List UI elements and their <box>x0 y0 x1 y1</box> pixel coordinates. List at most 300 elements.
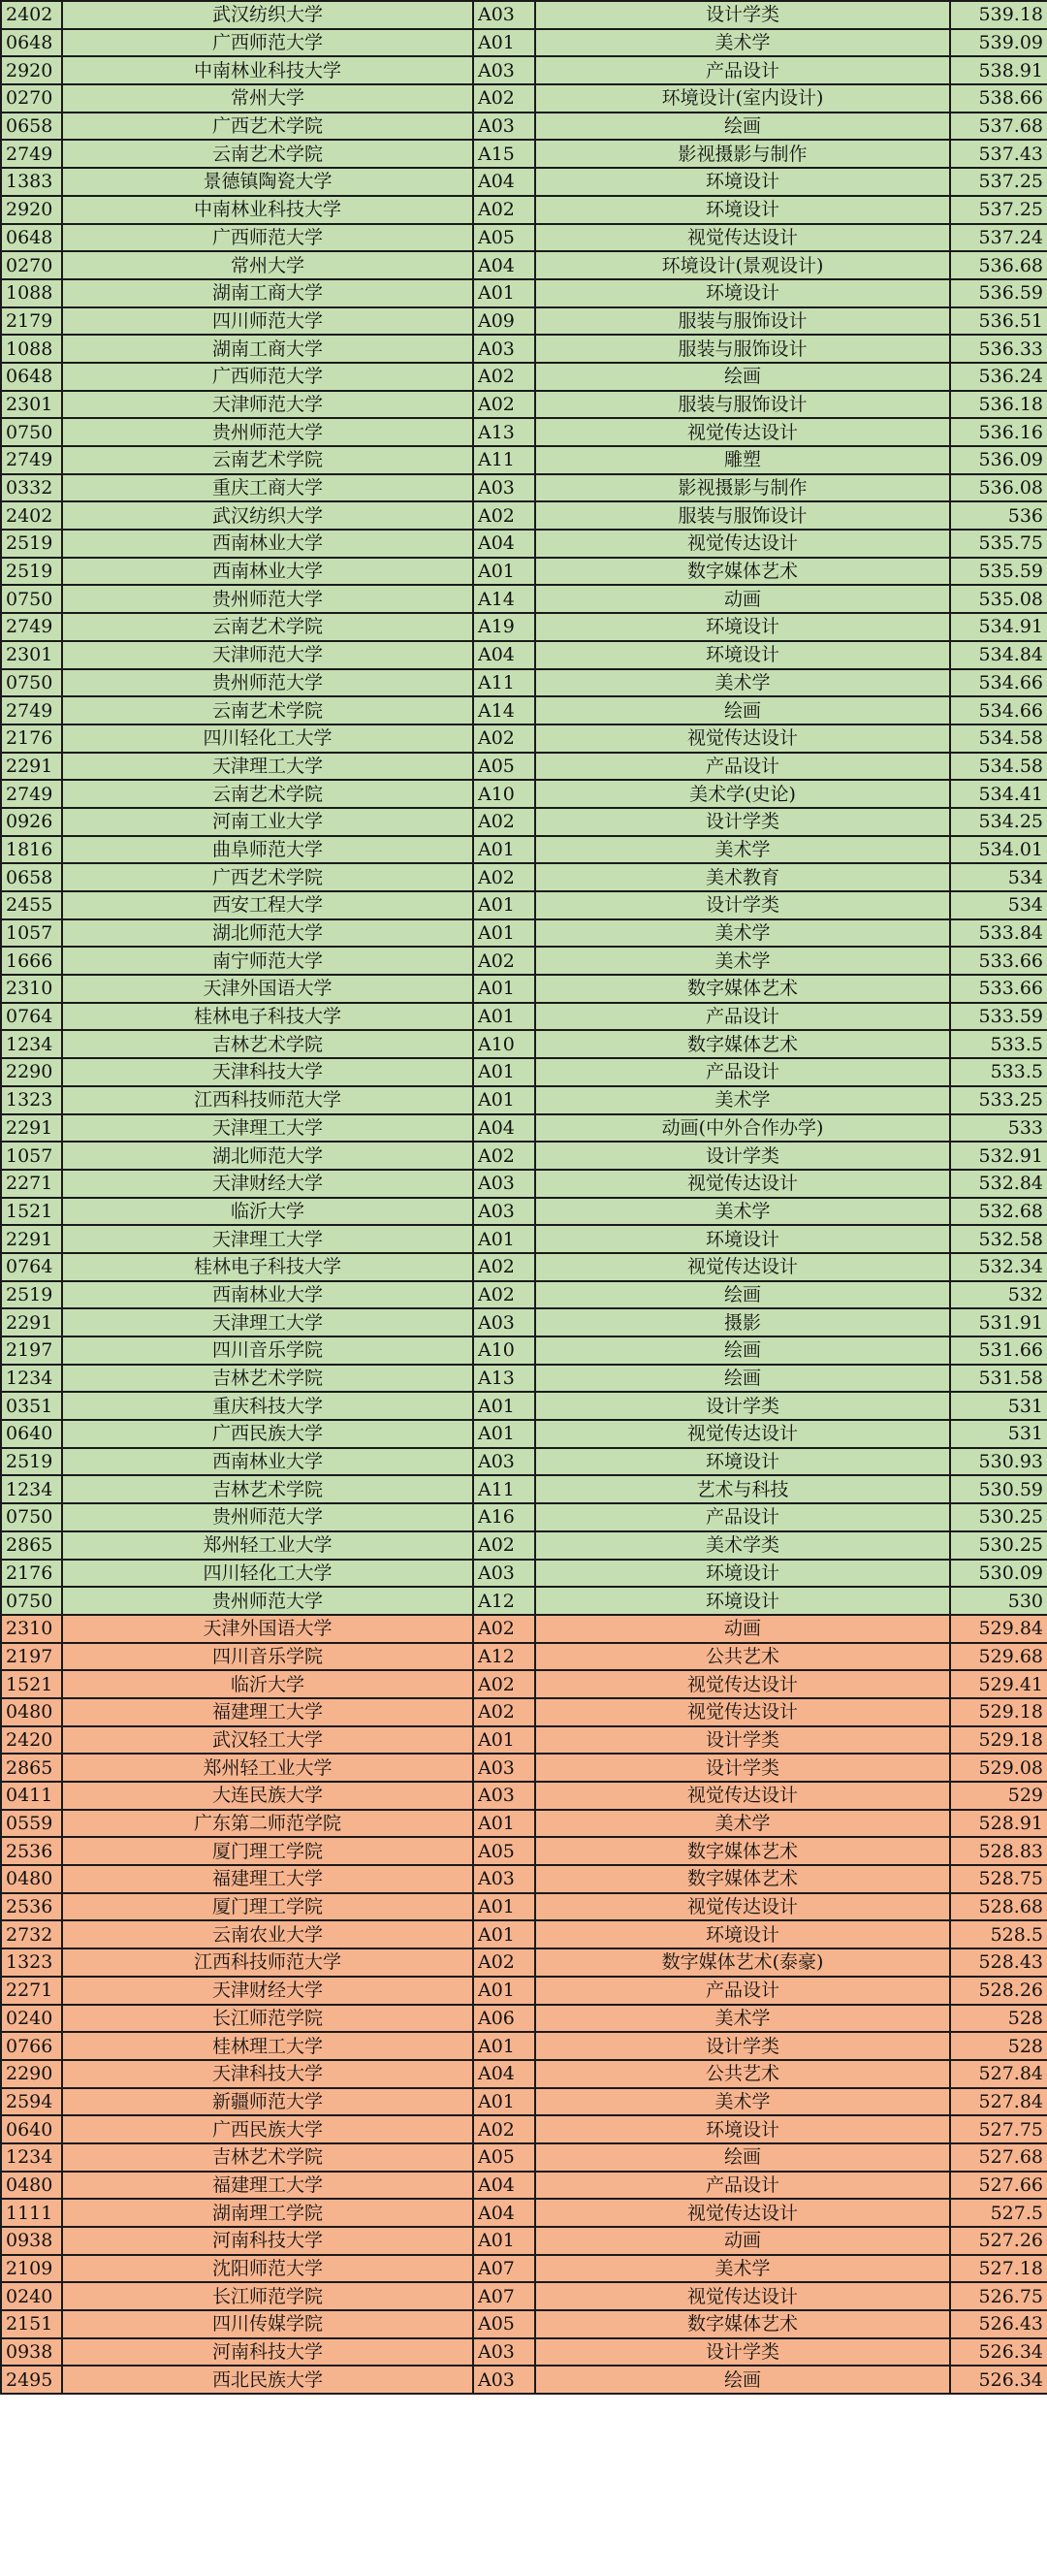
major-group-cell: A01 <box>473 1893 535 1921</box>
min-score-cell: 536.68 <box>950 251 1047 279</box>
school-code-cell: 2749 <box>1 613 62 641</box>
school-code-cell: 2176 <box>1 1560 62 1588</box>
major-name-cell: 视觉传达设计 <box>535 724 950 753</box>
school-name-cell: 西南林业大学 <box>62 558 473 586</box>
school-name-cell: 南宁师范大学 <box>62 947 473 975</box>
major-group-cell: A14 <box>473 585 535 613</box>
table-row <box>1 1198 1047 1226</box>
major-group-cell: A03 <box>473 1560 535 1588</box>
min-score-cell: 528.83 <box>950 1837 1047 1865</box>
table-row <box>1 1420 1047 1448</box>
table-row <box>1 1587 1047 1615</box>
min-score-cell: 529.68 <box>950 1643 1047 1671</box>
school-name-cell: 四川音乐学院 <box>62 1336 473 1365</box>
school-code-cell: 2290 <box>1 1058 62 1086</box>
min-score-cell: 533.84 <box>950 919 1047 948</box>
school-code-cell: 2519 <box>1 530 62 558</box>
school-name-cell: 河南科技大学 <box>62 2338 473 2367</box>
major-group-cell: A04 <box>473 251 535 279</box>
major-group-cell: A03 <box>473 1308 535 1336</box>
school-code-cell: 1521 <box>1 1198 62 1226</box>
school-name-cell: 河南工业大学 <box>62 808 473 836</box>
major-group-cell: A02 <box>473 391 535 419</box>
major-group-cell: A02 <box>473 84 535 113</box>
major-group-cell: A04 <box>473 168 535 196</box>
min-score-cell: 528.75 <box>950 1865 1047 1893</box>
school-code-cell: 1323 <box>1 1948 62 1977</box>
major-group-cell: A03 <box>473 1170 535 1198</box>
min-score-cell: 529.08 <box>950 1754 1047 1782</box>
school-name-cell: 桂林电子科技大学 <box>62 1003 473 1031</box>
major-name-cell: 绘画 <box>535 1336 950 1365</box>
school-code-cell: 2291 <box>1 1114 62 1143</box>
major-name-cell: 视觉传达设计 <box>535 530 950 558</box>
major-name-cell: 设计学类 <box>535 1392 950 1420</box>
school-name-cell: 湖南工商大学 <box>62 335 473 363</box>
min-score-cell: 528.5 <box>950 1920 1047 1948</box>
major-group-cell: A14 <box>473 696 535 724</box>
major-group-cell: A05 <box>473 1837 535 1865</box>
min-score-cell: 528.68 <box>950 1893 1047 1921</box>
table-row <box>1 474 1047 502</box>
school-name-cell: 临沂大学 <box>62 1198 473 1226</box>
min-score-cell: 530.09 <box>950 1560 1047 1588</box>
major-group-cell: A01 <box>473 29 535 57</box>
school-name-cell: 武汉纺织大学 <box>62 501 473 530</box>
school-code-cell: 1816 <box>1 836 62 864</box>
table-row <box>1 1030 1047 1058</box>
school-name-cell: 天津师范大学 <box>62 391 473 419</box>
min-score-cell: 536.18 <box>950 391 1047 419</box>
major-group-cell: A02 <box>473 724 535 753</box>
major-name-cell: 绘画 <box>535 113 950 141</box>
school-code-cell: 0648 <box>1 363 62 391</box>
major-group-cell: A02 <box>473 196 535 224</box>
school-name-cell: 天津外国语大学 <box>62 1615 473 1643</box>
table-row <box>1 1058 1047 1086</box>
min-score-cell: 526.43 <box>950 2310 1047 2338</box>
major-name-cell: 环境设计 <box>535 196 950 224</box>
min-score-cell: 527.66 <box>950 2172 1047 2200</box>
school-name-cell: 云南农业大学 <box>62 1920 473 1948</box>
table-row <box>1 1698 1047 1726</box>
major-group-cell: A04 <box>473 2060 535 2088</box>
school-code-cell: 2519 <box>1 558 62 586</box>
table-row <box>1 2338 1047 2367</box>
school-code-cell: 2310 <box>1 975 62 1003</box>
major-name-cell: 美术学 <box>535 836 950 864</box>
school-name-cell: 天津理工大学 <box>62 1308 473 1336</box>
table-row <box>1 2310 1047 2338</box>
min-score-cell: 527.84 <box>950 2060 1047 2088</box>
table-row <box>1 613 1047 641</box>
table-row <box>1 446 1047 474</box>
school-code-cell: 1234 <box>1 1030 62 1058</box>
major-name-cell: 设计学类 <box>535 1726 950 1755</box>
min-score-cell: 537.25 <box>950 196 1047 224</box>
table-row <box>1 1475 1047 1503</box>
school-code-cell: 1323 <box>1 1086 62 1114</box>
school-name-cell: 郑州轻工业大学 <box>62 1531 473 1560</box>
table-row <box>1 56 1047 84</box>
major-group-cell: A10 <box>473 780 535 808</box>
min-score-cell: 534.66 <box>950 669 1047 697</box>
major-group-cell: A01 <box>473 279 535 307</box>
school-code-cell: 2291 <box>1 753 62 781</box>
school-name-cell: 武汉纺织大学 <box>62 1 473 29</box>
major-group-cell: A01 <box>473 1920 535 1948</box>
major-name-cell: 设计学类 <box>535 1142 950 1170</box>
major-group-cell: A01 <box>473 1810 535 1838</box>
school-name-cell: 中南林业科技大学 <box>62 56 473 84</box>
min-score-cell: 536.51 <box>950 307 1047 336</box>
table-row <box>1 1281 1047 1309</box>
school-name-cell: 西北民族大学 <box>62 2366 473 2394</box>
school-code-cell: 2865 <box>1 1531 62 1560</box>
major-name-cell: 动画 <box>535 1615 950 1643</box>
major-group-cell: A02 <box>473 1142 535 1170</box>
table-row <box>1 1810 1047 1838</box>
school-name-cell: 福建理工大学 <box>62 2172 473 2200</box>
table-row <box>1 724 1047 753</box>
major-name-cell: 动画 <box>535 585 950 613</box>
min-score-cell: 534.25 <box>950 808 1047 836</box>
school-code-cell: 0658 <box>1 863 62 891</box>
table-row <box>1 863 1047 891</box>
school-name-cell: 天津理工大学 <box>62 1225 473 1253</box>
major-group-cell: A13 <box>473 1365 535 1393</box>
school-name-cell: 四川音乐学院 <box>62 1643 473 1671</box>
school-name-cell: 景德镇陶瓷大学 <box>62 168 473 196</box>
major-group-cell: A03 <box>473 2338 535 2367</box>
major-name-cell: 视觉传达设计 <box>535 1698 950 1726</box>
school-code-cell: 2749 <box>1 140 62 168</box>
school-code-cell: 2519 <box>1 1281 62 1309</box>
table-row <box>1 1920 1047 1948</box>
school-code-cell: 2301 <box>1 391 62 419</box>
major-group-cell: A07 <box>473 2282 535 2310</box>
table-row <box>1 1615 1047 1643</box>
school-name-cell: 常州大学 <box>62 84 473 113</box>
major-group-cell: A03 <box>473 1198 535 1226</box>
table-row <box>1 1003 1047 1031</box>
major-group-cell: A01 <box>473 1420 535 1448</box>
school-code-cell: 0648 <box>1 224 62 252</box>
school-name-cell: 新疆师范大学 <box>62 2088 473 2116</box>
major-group-cell: A03 <box>473 1754 535 1782</box>
major-group-cell: A02 <box>473 808 535 836</box>
major-name-cell: 环境设计 <box>535 1587 950 1615</box>
major-name-cell: 摄影 <box>535 1308 950 1336</box>
major-name-cell: 视觉传达设计 <box>535 1420 950 1448</box>
major-name-cell: 绘画 <box>535 1281 950 1309</box>
table-row <box>1 1170 1047 1198</box>
school-code-cell: 0750 <box>1 585 62 613</box>
min-score-cell: 531 <box>950 1420 1047 1448</box>
school-name-cell: 贵州师范大学 <box>62 669 473 697</box>
major-name-cell: 环境设计 <box>535 279 950 307</box>
min-score-cell: 534 <box>950 863 1047 891</box>
table-row <box>1 168 1047 196</box>
table-row <box>1 1392 1047 1420</box>
min-score-cell: 528 <box>950 2032 1047 2060</box>
major-name-cell: 绘画 <box>535 2143 950 2172</box>
major-name-cell: 公共艺术 <box>535 1643 950 1671</box>
min-score-cell: 528 <box>950 2005 1047 2033</box>
major-group-cell: A01 <box>473 919 535 948</box>
table-row <box>1 2088 1047 2116</box>
school-code-cell: 0480 <box>1 1865 62 1893</box>
min-score-cell: 536.08 <box>950 474 1047 502</box>
major-name-cell: 影视摄影与制作 <box>535 140 950 168</box>
major-group-cell: A07 <box>473 2255 535 2283</box>
table-row <box>1 1670 1047 1698</box>
major-group-cell: A01 <box>473 558 535 586</box>
school-code-cell: 0750 <box>1 1587 62 1615</box>
school-name-cell: 湖北师范大学 <box>62 919 473 948</box>
table-row <box>1 2143 1047 2172</box>
major-name-cell: 数字媒体艺术 <box>535 1837 950 1865</box>
min-score-cell: 532.58 <box>950 1225 1047 1253</box>
min-score-cell: 539.18 <box>950 1 1047 29</box>
major-group-cell: A02 <box>473 1281 535 1309</box>
major-name-cell: 绘画 <box>535 1365 950 1393</box>
min-score-cell: 526.34 <box>950 2338 1047 2367</box>
major-name-cell: 美术学 <box>535 29 950 57</box>
major-name-cell: 设计学类 <box>535 2032 950 2060</box>
table-row <box>1 1948 1047 1977</box>
major-name-cell: 美术学 <box>535 1810 950 1838</box>
school-code-cell: 2732 <box>1 1920 62 1948</box>
table-row <box>1 1531 1047 1560</box>
table-row <box>1 1865 1047 1893</box>
major-group-cell: A01 <box>473 2088 535 2116</box>
table-row <box>1 1726 1047 1755</box>
major-group-cell: A02 <box>473 501 535 530</box>
table-row <box>1 279 1047 307</box>
major-name-cell: 环境设计 <box>535 641 950 669</box>
table-row <box>1 2005 1047 2033</box>
school-name-cell: 吉林艺术学院 <box>62 1475 473 1503</box>
major-name-cell: 服装与服饰设计 <box>535 501 950 530</box>
min-score-cell: 528.91 <box>950 1810 1047 1838</box>
min-score-cell: 538.91 <box>950 56 1047 84</box>
school-name-cell: 中南林业科技大学 <box>62 196 473 224</box>
major-group-cell: A04 <box>473 2199 535 2227</box>
school-name-cell: 西南林业大学 <box>62 530 473 558</box>
major-group-cell: A03 <box>473 1865 535 1893</box>
min-score-cell: 536.33 <box>950 335 1047 363</box>
major-name-cell: 美术学 <box>535 919 950 948</box>
school-code-cell: 1057 <box>1 919 62 948</box>
school-name-cell: 云南艺术学院 <box>62 696 473 724</box>
school-name-cell: 江西科技师范大学 <box>62 1948 473 1977</box>
min-score-cell: 536.24 <box>950 363 1047 391</box>
major-name-cell: 产品设计 <box>535 753 950 781</box>
major-name-cell: 美术学 <box>535 947 950 975</box>
major-group-cell: A02 <box>473 363 535 391</box>
major-group-cell: A11 <box>473 446 535 474</box>
major-group-cell: A12 <box>473 1587 535 1615</box>
school-name-cell: 吉林艺术学院 <box>62 1365 473 1393</box>
min-score-cell: 536.59 <box>950 279 1047 307</box>
major-name-cell: 雕塑 <box>535 446 950 474</box>
table-row <box>1 29 1047 57</box>
school-name-cell: 天津理工大学 <box>62 1114 473 1143</box>
school-name-cell: 桂林电子科技大学 <box>62 1253 473 1281</box>
school-code-cell: 2109 <box>1 2255 62 2283</box>
table-row <box>1 224 1047 252</box>
min-score-cell: 531.91 <box>950 1308 1047 1336</box>
major-name-cell: 数字媒体艺术 <box>535 1865 950 1893</box>
school-name-cell: 四川师范大学 <box>62 307 473 336</box>
min-score-cell: 539.09 <box>950 29 1047 57</box>
min-score-cell: 532 <box>950 1281 1047 1309</box>
school-code-cell: 0240 <box>1 2282 62 2310</box>
major-group-cell: A01 <box>473 836 535 864</box>
table-row <box>1 1 1047 29</box>
school-code-cell: 0750 <box>1 418 62 446</box>
min-score-cell: 529.41 <box>950 1670 1047 1698</box>
table-row <box>1 2282 1047 2310</box>
min-score-cell: 534.41 <box>950 780 1047 808</box>
min-score-cell: 534.66 <box>950 696 1047 724</box>
table-row <box>1 836 1047 864</box>
table-row <box>1 2032 1047 2060</box>
major-name-cell: 环境设计(景观设计) <box>535 251 950 279</box>
major-name-cell: 产品设计 <box>535 1977 950 2005</box>
min-score-cell: 529.18 <box>950 1698 1047 1726</box>
major-group-cell: A01 <box>473 2227 535 2255</box>
major-name-cell: 环境设计 <box>535 1225 950 1253</box>
table-row <box>1 585 1047 613</box>
school-code-cell: 2291 <box>1 1308 62 1336</box>
min-score-cell: 529 <box>950 1782 1047 1810</box>
table-row <box>1 391 1047 419</box>
min-score-cell: 529.18 <box>950 1726 1047 1755</box>
min-score-cell: 533 <box>950 1114 1047 1143</box>
school-code-cell: 1234 <box>1 1475 62 1503</box>
table-row <box>1 2227 1047 2255</box>
school-name-cell: 重庆科技大学 <box>62 1392 473 1420</box>
school-name-cell: 福建理工大学 <box>62 1865 473 1893</box>
major-name-cell: 视觉传达设计 <box>535 1170 950 1198</box>
major-name-cell: 产品设计 <box>535 1058 950 1086</box>
school-code-cell: 2179 <box>1 307 62 336</box>
min-score-cell: 534.58 <box>950 724 1047 753</box>
school-code-cell: 0658 <box>1 113 62 141</box>
school-name-cell: 天津财经大学 <box>62 1977 473 2005</box>
table-row <box>1 251 1047 279</box>
school-code-cell: 1088 <box>1 279 62 307</box>
major-group-cell: A15 <box>473 140 535 168</box>
major-group-cell: A01 <box>473 891 535 919</box>
major-name-cell: 艺术与科技 <box>535 1475 950 1503</box>
table-row <box>1 140 1047 168</box>
table-body <box>1 1 1047 2394</box>
school-name-cell: 临沂大学 <box>62 1670 473 1698</box>
major-name-cell: 绘画 <box>535 363 950 391</box>
major-name-cell: 视觉传达设计 <box>535 2282 950 2310</box>
major-name-cell: 视觉传达设计 <box>535 1782 950 1810</box>
min-score-cell: 530.25 <box>950 1531 1047 1560</box>
school-name-cell: 云南艺术学院 <box>62 613 473 641</box>
school-code-cell: 1234 <box>1 1365 62 1393</box>
min-score-cell: 534.01 <box>950 836 1047 864</box>
table-row <box>1 1448 1047 1476</box>
major-group-cell: A05 <box>473 2143 535 2172</box>
major-group-cell: A05 <box>473 753 535 781</box>
school-code-cell: 0351 <box>1 1392 62 1420</box>
major-name-cell: 美术教育 <box>535 863 950 891</box>
school-code-cell: 0750 <box>1 1503 62 1531</box>
table-row <box>1 2115 1047 2143</box>
major-group-cell: A06 <box>473 2005 535 2033</box>
school-name-cell: 长江师范学院 <box>62 2005 473 2033</box>
major-group-cell: A02 <box>473 1615 535 1643</box>
school-name-cell: 天津师范大学 <box>62 641 473 669</box>
school-code-cell: 1234 <box>1 2143 62 2172</box>
school-name-cell: 广东第二师范学院 <box>62 1810 473 1838</box>
min-score-cell: 533.5 <box>950 1058 1047 1086</box>
table-row <box>1 2199 1047 2227</box>
min-score-cell: 528.43 <box>950 1948 1047 1977</box>
major-group-cell: A03 <box>473 1782 535 1810</box>
major-name-cell: 动画 <box>535 2227 950 2255</box>
table-row <box>1 919 1047 948</box>
min-score-cell: 533.66 <box>950 947 1047 975</box>
school-code-cell: 2197 <box>1 1336 62 1365</box>
table-row <box>1 1114 1047 1143</box>
major-name-cell: 美术学 <box>535 669 950 697</box>
major-name-cell: 视觉传达设计 <box>535 1253 950 1281</box>
major-group-cell: A01 <box>473 975 535 1003</box>
school-name-cell: 云南艺术学院 <box>62 780 473 808</box>
major-group-cell: A03 <box>473 1 535 29</box>
min-score-cell: 534.58 <box>950 753 1047 781</box>
school-code-cell: 2271 <box>1 1977 62 2005</box>
school-name-cell: 沈阳师范大学 <box>62 2255 473 2283</box>
min-score-cell: 535.08 <box>950 585 1047 613</box>
major-name-cell: 数字媒体艺术 <box>535 558 950 586</box>
min-score-cell: 526.34 <box>950 2366 1047 2394</box>
major-group-cell: A01 <box>473 1977 535 2005</box>
major-group-cell: A02 <box>473 1948 535 1977</box>
major-group-cell: A03 <box>473 474 535 502</box>
school-name-cell: 吉林艺术学院 <box>62 2143 473 2172</box>
major-name-cell: 美术学 <box>535 2088 950 2116</box>
major-name-cell: 美术学类 <box>535 1531 950 1560</box>
major-group-cell: A03 <box>473 56 535 84</box>
major-name-cell: 产品设计 <box>535 56 950 84</box>
min-score-cell: 526.75 <box>950 2282 1047 2310</box>
school-code-cell: 0480 <box>1 2172 62 2200</box>
school-name-cell: 吉林艺术学院 <box>62 1030 473 1058</box>
table-row <box>1 307 1047 336</box>
school-name-cell: 福建理工大学 <box>62 1698 473 1726</box>
school-name-cell: 天津理工大学 <box>62 753 473 781</box>
major-name-cell: 美术学(史论) <box>535 780 950 808</box>
min-score-cell: 531.58 <box>950 1365 1047 1393</box>
table-row <box>1 501 1047 530</box>
major-group-cell: A09 <box>473 307 535 336</box>
school-code-cell: 0559 <box>1 1810 62 1838</box>
table-row <box>1 113 1047 141</box>
major-group-cell: A01 <box>473 1003 535 1031</box>
school-code-cell: 1383 <box>1 168 62 196</box>
school-name-cell: 大连民族大学 <box>62 1782 473 1810</box>
major-group-cell: A03 <box>473 113 535 141</box>
